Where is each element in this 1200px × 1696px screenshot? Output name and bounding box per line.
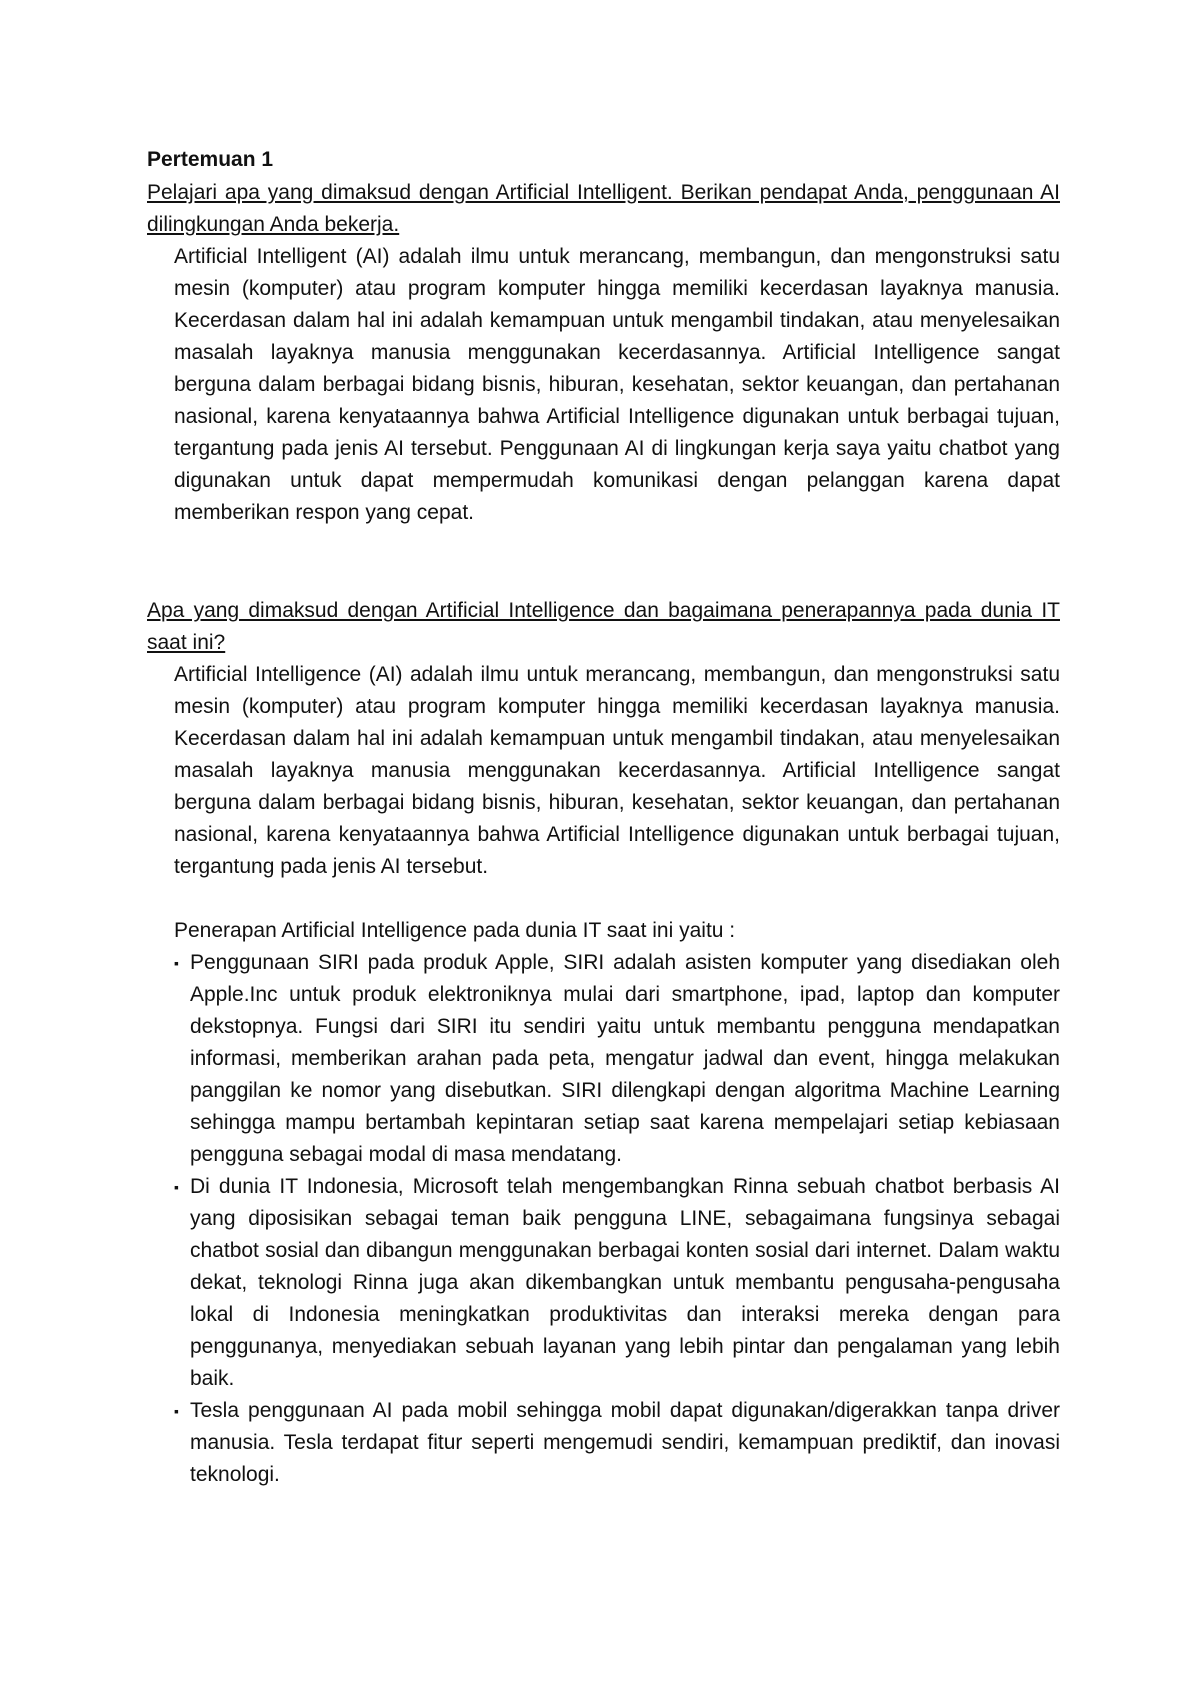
question-1: Pelajari apa yang dimaksud dengan Artificial Intelligent. Berikan pendapat Anda, penggunaan AI dilingkungan Anda bekerja. <box>147 181 1060 236</box>
application-list <box>174 947 1060 1491</box>
answer-1: Artificial Intelligent (AI) adalah ilmu untuk merancang, membangun, dan mengonstruksi satu mesin (komputer) atau program komputer hingga memiliki kecerdasan layaknya manusia. Kecerdasan dalam hal ini adalah kemampuan untuk mengambil tindakan, atau menyelesaikan masalah layaknya manusia menggunakan kecerdasannya. Artificial Intelligence sangat berguna dalam berbagai bidang bisnis, hiburan, kesehatan, sektor keuangan, dan pertahanan nasional, karena kenyataannya bahwa Artificial Intelligence digunakan untuk berbagai tujuan, tergantung pada jenis AI tersebut. Penggunaan AI di lingkungan kerja saya yaitu chatbot yang digunakan untuk dapat mempermudah komunikasi dengan pelanggan karena dapat memberikan respon yang cepat. <box>174 245 1060 524</box>
list-item-text: Di dunia IT Indonesia, Microsoft telah mengembangkan Rinna sebuah chatbot berbasis AI yang diposisikan sebagai teman baik pengguna LINE, sebagaimana fungsinya sebagai chatbot sosial dan dibangun menggunakan berbagai konten sosial dari internet. Dalam waktu dekat, teknologi Rinna juga akan dikembangkan untuk membantu pengusaha-pengusaha lokal di Indonesia meningkatkan produktivitas dan interaksi mereka dengan para penggunanya, menyediakan sebuah layanan yang lebih pintar dan pengalaman yang lebih baik. <box>190 1175 1060 1390</box>
list-item <box>174 1171 1060 1395</box>
bullet-square-icon: ▪ <box>174 1179 179 1195</box>
question-2: Apa yang dimaksud dengan Artificial Intelligence dan bagaimana penerapannya pada dunia IT saat ini? <box>147 599 1060 654</box>
list-item <box>174 1395 1060 1491</box>
page-heading: Pertemuan 1 <box>147 148 274 171</box>
list-item-text: Penggunaan SIRI pada produk Apple, SIRI adalah asisten komputer yang disediakan oleh Apple.Inc untuk produk elektroniknya mulai dari smartphone, ipad, laptop dan komputer dekstopnya. Fungsi dari SIRI itu sendiri yaitu untuk membantu pengguna mendapatkan informasi, memberikan arahan pada peta, mengatur jadwal dan event, hingga melakukan panggilan ke nomor yang disebutkan. SIRI dilengkapi dengan algoritma Machine Learning sehingga mampu bertambah kepintaran setiap saat karena mempelajari setiap kebiasaan pengguna sebagai modal di masa mendatang. <box>190 951 1060 1166</box>
answer-2: Artificial Intelligence (AI) adalah ilmu untuk merancang, membangun, dan mengonstruksi satu mesin (komputer) atau program komputer hingga memiliki kecerdasan layaknya manusia. Kecerdasan dalam hal ini adalah kemampuan untuk mengambil tindakan, atau menyelesaikan masalah layaknya manusia menggunakan kecerdasannya. Artificial Intelligence sangat berguna dalam berbagai bidang bisnis, hiburan, kesehatan, sektor keuangan, dan pertahanan nasional, karena kenyataannya bahwa Artificial Intelligence digunakan untuk berbagai tujuan, tergantung pada jenis AI tersebut. <box>174 663 1060 878</box>
list-item <box>174 947 1060 1171</box>
bullet-square-icon: ▪ <box>174 955 179 971</box>
bullet-square-icon: ▪ <box>174 1403 179 1419</box>
application-lead: Penerapan Artificial Intelligence pada dunia IT saat ini yaitu : <box>174 919 736 942</box>
list-item-text: Tesla penggunaan AI pada mobil sehingga mobil dapat digunakan/digerakkan tanpa driver manusia. Tesla terdapat fitur seperti mengemudi sendiri, kemampuan prediktif, dan inovasi teknologi. <box>190 1399 1060 1486</box>
